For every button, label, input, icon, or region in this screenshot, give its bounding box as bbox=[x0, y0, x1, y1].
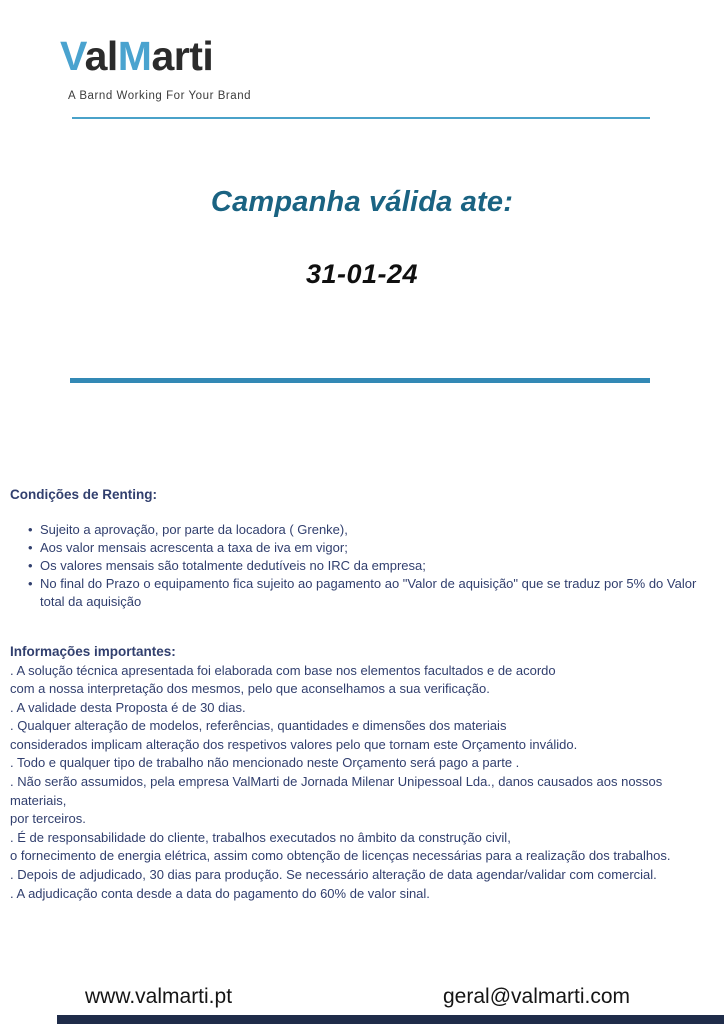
important-info-section bbox=[10, 643, 712, 903]
info-line: . Depois de adjudicado, 30 dias para produção. Se necessário alteração de data agendar/validar com comercial. bbox=[10, 867, 657, 883]
info-line: . Não serão assumidos, pela empresa ValMarti de Jornada Milenar Unipessoal Lda., danos causados aos nossos materiais, bbox=[10, 774, 663, 808]
info-line: . É de responsabilidade do cliente, trabalhos executados no âmbito da construção civil, bbox=[10, 829, 511, 845]
info-line: considerados implicam alteração dos respetivos valores pelo que tornam este Orçamento inválido. bbox=[10, 736, 578, 752]
mid-divider-line bbox=[70, 378, 650, 383]
info-line: o fornecimento de energia elétrica, assim como obtenção de licenças necessárias para a realização dos trabalhos. bbox=[10, 848, 671, 864]
campaign-valid-title: Campanha válida ate: bbox=[210, 186, 514, 218]
renting-bullet: • Aos valor mensais acrescenta a taxa de iva em vigor; bbox=[28, 539, 710, 557]
renting-bullet: • No final do Prazo o equipamento fica sujeito ao pagamento ao "Valor de aquisição" que se traduz por 5% do Valor total da aquisição bbox=[28, 575, 710, 611]
logo-letter-m: M bbox=[117, 33, 152, 79]
footer-bottom-bar bbox=[57, 1015, 724, 1024]
footer-website-url: www.valmarti.pt bbox=[85, 985, 233, 1008]
info-line: . Todo e qualquer tipo de trabalho não mencionado neste Orçamento será pago a parte . bbox=[10, 755, 520, 771]
info-line: por terceiros. bbox=[10, 811, 86, 827]
info-line: . A solução técnica apresentada foi elaborada com base nos elementos facultados e de acordo bbox=[10, 662, 556, 678]
logo-tagline: A Barnd Working For Your Brand bbox=[68, 90, 252, 102]
info-line: . Qualquer alteração de modelos, referências, quantidades e dimensões dos materiais bbox=[10, 718, 507, 734]
valmarti-logo bbox=[60, 34, 213, 79]
important-info-heading: Informações importantes: bbox=[10, 644, 176, 659]
info-line: com a nossa interpretação dos mesmos, pelo que aconselhamos a sua verificação. bbox=[10, 681, 490, 697]
logo-letter-v: V bbox=[60, 33, 85, 79]
renting-conditions-heading: Condições de Renting: bbox=[10, 487, 158, 502]
renting-bullet: • Os valores mensais são totalmente dedutíveis no IRC da empresa; bbox=[28, 557, 710, 575]
footer-email-address: geral@valmarti.com bbox=[443, 985, 631, 1008]
renting-conditions-list bbox=[10, 521, 710, 611]
renting-conditions-section bbox=[10, 486, 710, 611]
info-line: . A adjudicação conta desde a data do pagamento do 60% de valor sinal. bbox=[10, 885, 430, 901]
logo-letters-al: al bbox=[84, 33, 118, 79]
info-line: . A validade desta Proposta é de 30 dias. bbox=[10, 699, 246, 715]
logo-letters-arti: arti bbox=[151, 33, 214, 79]
campaign-end-date: 31-01-24 bbox=[305, 259, 419, 289]
header-divider-line bbox=[72, 117, 650, 119]
renting-bullet: • Sujeito a aprovação, por parte da locadora ( Grenke), bbox=[28, 521, 710, 539]
